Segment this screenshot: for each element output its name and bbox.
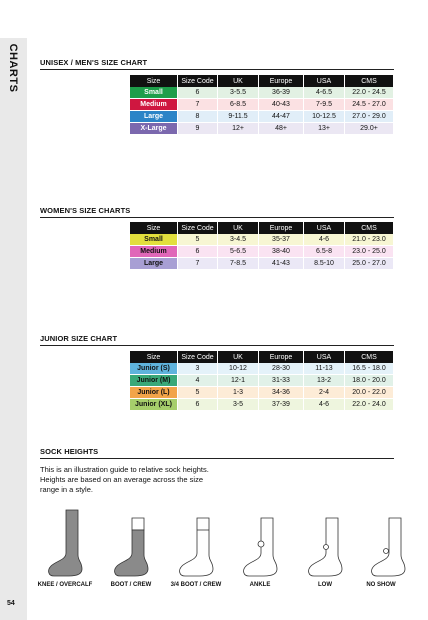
- uk-cell: 12+: [218, 123, 259, 135]
- europe-cell: 38-40: [259, 246, 304, 258]
- sock-label-knee: KNEE / OVERCALF: [37, 582, 93, 588]
- size-code-cell: 4: [178, 375, 218, 387]
- sock-label-no-show: NO SHOW: [366, 582, 396, 588]
- side-tab-title: CHARTS: [7, 43, 19, 93]
- uk-cell: 3-4.5: [218, 234, 259, 246]
- size-cell: Small: [130, 87, 178, 99]
- size-cell: Junior (M): [130, 375, 178, 387]
- crew-sock-icon: [111, 508, 151, 578]
- uk-cell: 6-8.5: [218, 99, 259, 111]
- mens-section-title: UNISEX / MEN'S SIZE CHART: [40, 58, 148, 67]
- size-code-cell: 5: [178, 387, 218, 399]
- size-code-cell: 9: [178, 123, 218, 135]
- header-cms: CMS: [345, 222, 394, 234]
- europe-cell: 37-39: [259, 399, 304, 411]
- cms-cell: 24.5 - 27.0: [345, 99, 394, 111]
- size-cell: Junior (XL): [130, 399, 178, 411]
- size-cell: Large: [130, 258, 178, 270]
- usa-cell: 4-6.5: [304, 87, 345, 99]
- womens-section-rule: [40, 217, 394, 218]
- uk-cell: 10-12: [218, 363, 259, 375]
- uk-cell: 3-5: [218, 399, 259, 411]
- side-tab: [0, 38, 27, 620]
- size-cell: Medium: [130, 246, 178, 258]
- uk-cell: 1-3: [218, 387, 259, 399]
- sock-label-ankle: ANKLE: [249, 582, 271, 588]
- header-uk: UK: [218, 75, 259, 87]
- size-code-cell: 6: [178, 246, 218, 258]
- cms-cell: 27.0 - 29.0: [345, 111, 394, 123]
- size-cell: Large: [130, 111, 178, 123]
- uk-cell: 9-11.5: [218, 111, 259, 123]
- header-cms: CMS: [345, 75, 394, 87]
- europe-cell: 31-33: [259, 375, 304, 387]
- table-row: [130, 363, 394, 375]
- cms-cell: 22.0 - 24.0: [345, 399, 394, 411]
- usa-cell: 6.5-8: [304, 246, 345, 258]
- europe-cell: 44-47: [259, 111, 304, 123]
- usa-cell: 11-13: [304, 363, 345, 375]
- cms-cell: 18.0 - 20.0: [345, 375, 394, 387]
- europe-cell: 41-43: [259, 258, 304, 270]
- junior-size-table: [130, 351, 394, 411]
- header-europe: Europe: [259, 351, 304, 363]
- uk-cell: 7-8.5: [218, 258, 259, 270]
- table-row: [130, 234, 394, 246]
- sock-label-low: LOW: [318, 582, 332, 588]
- uk-cell: 3-5.5: [218, 87, 259, 99]
- table-row: [130, 123, 394, 135]
- knee-sock-icon: [45, 508, 85, 578]
- cms-cell: 21.0 - 23.0: [345, 234, 394, 246]
- table-row: [130, 258, 394, 270]
- table-header-row: [130, 351, 394, 363]
- usa-cell: 2-4: [304, 387, 345, 399]
- three-quarter-sock-icon: [176, 508, 216, 578]
- header-uk: UK: [218, 222, 259, 234]
- header-europe: Europe: [259, 222, 304, 234]
- europe-cell: 34-36: [259, 387, 304, 399]
- europe-cell: 40-43: [259, 99, 304, 111]
- header-size: Size: [130, 75, 178, 87]
- table-row: [130, 246, 394, 258]
- header-size: Size: [130, 351, 178, 363]
- size-code-cell: 5: [178, 234, 218, 246]
- size-code-cell: 8: [178, 111, 218, 123]
- table-row: [130, 387, 394, 399]
- europe-cell: 28-30: [259, 363, 304, 375]
- cms-cell: 20.0 - 22.0: [345, 387, 394, 399]
- header-cms: CMS: [345, 351, 394, 363]
- usa-cell: 7-9.5: [304, 99, 345, 111]
- europe-cell: 35-37: [259, 234, 304, 246]
- womens-section-title: WOMEN'S SIZE CHARTS: [40, 206, 131, 215]
- no-show-sock-icon: [368, 508, 408, 578]
- sock-label-three-quarter: 3/4 BOOT / CREW: [170, 582, 222, 588]
- cms-cell: 29.0+: [345, 123, 394, 135]
- mens-section-rule: [40, 69, 394, 70]
- junior-section-title: JUNIOR SIZE CHART: [40, 334, 118, 343]
- header-size-code: Size Code: [178, 351, 218, 363]
- sock-label-crew: BOOT / CREW: [110, 582, 152, 588]
- size-code-cell: 3: [178, 363, 218, 375]
- page-number: 54: [7, 600, 15, 607]
- header-europe: Europe: [259, 75, 304, 87]
- usa-cell: 4-6: [304, 234, 345, 246]
- ankle-sock-icon: [240, 508, 280, 578]
- uk-cell: 5-6.5: [218, 246, 259, 258]
- europe-cell: 48+: [259, 123, 304, 135]
- size-cell: Junior (L): [130, 387, 178, 399]
- header-usa: USA: [304, 222, 345, 234]
- usa-cell: 13+: [304, 123, 345, 135]
- usa-cell: 10-12.5: [304, 111, 345, 123]
- header-size-code: Size Code: [178, 222, 218, 234]
- table-row: [130, 111, 394, 123]
- usa-cell: 8.5-10: [304, 258, 345, 270]
- cms-cell: 22.0 - 24.5: [345, 87, 394, 99]
- size-cell: Medium: [130, 99, 178, 111]
- womens-size-table: [130, 222, 394, 270]
- cms-cell: 25.0 - 27.0: [345, 258, 394, 270]
- usa-cell: 4-6: [304, 399, 345, 411]
- size-code-cell: 7: [178, 99, 218, 111]
- table-row: [130, 375, 394, 387]
- header-size: Size: [130, 222, 178, 234]
- low-sock-icon: [305, 508, 345, 578]
- size-code-cell: 7: [178, 258, 218, 270]
- size-cell: Small: [130, 234, 178, 246]
- table-header-row: [130, 75, 394, 87]
- cms-cell: 16.5 - 18.0: [345, 363, 394, 375]
- size-code-cell: 6: [178, 87, 218, 99]
- uk-cell: 12-1: [218, 375, 259, 387]
- table-row: [130, 87, 394, 99]
- usa-cell: 13-2: [304, 375, 345, 387]
- table-row: [130, 99, 394, 111]
- table-header-row: [130, 222, 394, 234]
- junior-section-rule: [40, 345, 394, 346]
- europe-cell: 36-39: [259, 87, 304, 99]
- sock-heights-section-title: SOCK HEIGHTS: [40, 447, 99, 456]
- size-cell: Junior (S): [130, 363, 178, 375]
- size-code-cell: 6: [178, 399, 218, 411]
- header-size-code: Size Code: [178, 75, 218, 87]
- sock-heights-section-rule: [40, 458, 394, 459]
- table-row: [130, 399, 394, 411]
- cms-cell: 23.0 - 25.0: [345, 246, 394, 258]
- mens-size-table: [130, 75, 394, 135]
- header-uk: UK: [218, 351, 259, 363]
- size-cell: X-Large: [130, 123, 178, 135]
- header-usa: USA: [304, 351, 345, 363]
- sock-heights-intro: This is an illustration guide to relative sock heights. Heights are based on an average across the size range in a style.: [40, 465, 209, 494]
- header-usa: USA: [304, 75, 345, 87]
